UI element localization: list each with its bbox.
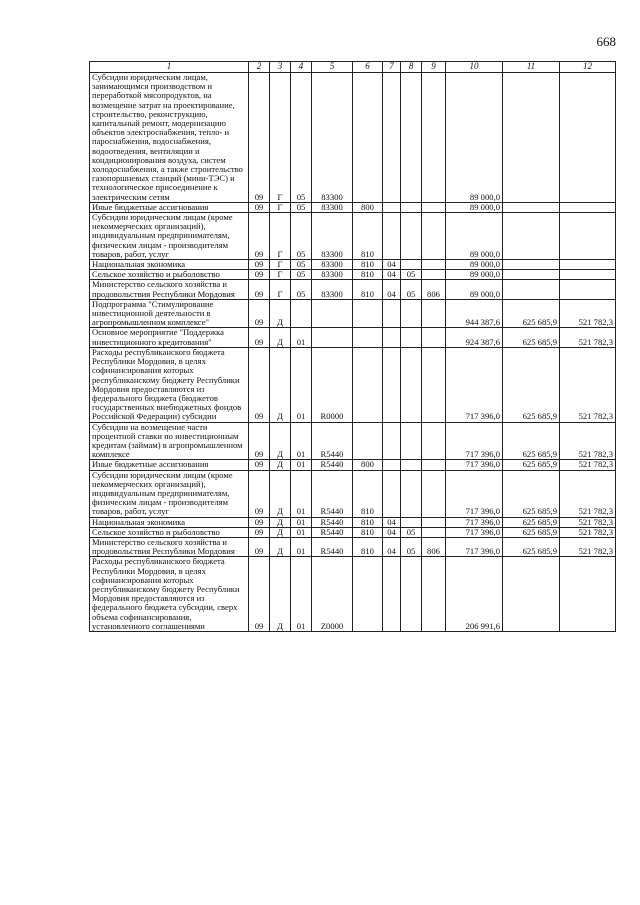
table-row — [90, 537, 616, 556]
row-cell-10: 89 000,0 — [446, 280, 503, 299]
row-cell-10: 717 396,0 — [446, 470, 503, 517]
table-row — [90, 260, 616, 270]
row-cell-3: Д — [270, 328, 291, 347]
row-cell-2: 09 — [249, 517, 270, 527]
row-cell-9: 806 — [422, 537, 446, 556]
row-cell-8 — [401, 328, 422, 347]
row-name-cell: Иные бюджетные ассигнования — [90, 202, 249, 212]
row-cell-9 — [422, 328, 446, 347]
row-cell-2: 09 — [249, 213, 270, 260]
row-cell-2: 09 — [249, 73, 270, 203]
table-row — [90, 213, 616, 260]
row-cell-11: 625 685,9 — [503, 328, 560, 347]
row-cell-12 — [560, 280, 616, 299]
row-cell-2: 09 — [249, 537, 270, 556]
row-cell-6 — [353, 347, 383, 422]
row-cell-10: 89 000,0 — [446, 73, 503, 203]
row-cell-7 — [383, 470, 401, 517]
row-cell-9 — [422, 260, 446, 270]
row-cell-5: R5440 — [312, 422, 353, 460]
row-cell-8 — [401, 557, 422, 632]
row-cell-5: R5440 — [312, 460, 353, 470]
row-cell-8 — [401, 422, 422, 460]
row-cell-11 — [503, 202, 560, 212]
row-cell-2: 09 — [249, 299, 270, 328]
row-cell-11 — [503, 260, 560, 270]
row-cell-8 — [401, 517, 422, 527]
row-cell-2: 09 — [249, 202, 270, 212]
column-header: 4 — [291, 62, 312, 73]
row-cell-9 — [422, 557, 446, 632]
row-cell-5: 83300 — [312, 213, 353, 260]
row-cell-11 — [503, 557, 560, 632]
row-cell-2: 09 — [249, 328, 270, 347]
row-cell-8 — [401, 73, 422, 203]
row-cell-6: 810 — [353, 260, 383, 270]
row-cell-5: 83300 — [312, 73, 353, 203]
row-cell-7 — [383, 299, 401, 328]
row-cell-10: 206 991,6 — [446, 557, 503, 632]
row-cell-3: Д — [270, 517, 291, 527]
column-header: 7 — [383, 62, 401, 73]
row-cell-6: 800 — [353, 460, 383, 470]
row-cell-10: 89 000,0 — [446, 202, 503, 212]
row-cell-11 — [503, 213, 560, 260]
table-row — [90, 527, 616, 537]
row-cell-12: 521 782,3 — [560, 299, 616, 328]
row-cell-3: Д — [270, 537, 291, 556]
budget-table — [89, 61, 616, 632]
row-cell-4: 05 — [291, 280, 312, 299]
table-row — [90, 73, 616, 203]
table-header-row — [90, 62, 616, 73]
row-cell-5: 83300 — [312, 260, 353, 270]
row-cell-3: Г — [270, 202, 291, 212]
row-cell-10: 89 000,0 — [446, 260, 503, 270]
row-cell-4: 01 — [291, 517, 312, 527]
row-cell-4: 01 — [291, 328, 312, 347]
row-cell-8: 05 — [401, 527, 422, 537]
row-cell-9 — [422, 470, 446, 517]
row-cell-4: 01 — [291, 422, 312, 460]
row-cell-2: 09 — [249, 280, 270, 299]
row-cell-12 — [560, 270, 616, 280]
row-cell-6 — [353, 73, 383, 203]
row-cell-11: 625 685,9 — [503, 422, 560, 460]
row-cell-6: 810 — [353, 270, 383, 280]
row-cell-2: 09 — [249, 460, 270, 470]
page-number: 668 — [596, 34, 616, 49]
column-header: 12 — [560, 62, 616, 73]
column-header: 1 — [90, 62, 249, 73]
row-cell-9 — [422, 422, 446, 460]
row-cell-8: 05 — [401, 280, 422, 299]
row-cell-3: Д — [270, 299, 291, 328]
row-cell-6: 810 — [353, 213, 383, 260]
row-cell-4: 05 — [291, 73, 312, 203]
row-cell-8 — [401, 299, 422, 328]
row-cell-4: 01 — [291, 470, 312, 517]
row-name-cell: Министерство сельского хозяйства и продовольствия Республики Мордовия — [90, 537, 249, 556]
table-row — [90, 422, 616, 460]
row-cell-3: Д — [270, 460, 291, 470]
row-cell-9 — [422, 460, 446, 470]
row-cell-7 — [383, 73, 401, 203]
row-cell-3: Г — [270, 73, 291, 203]
row-cell-8 — [401, 470, 422, 517]
row-cell-8: 05 — [401, 537, 422, 556]
row-cell-3: Г — [270, 270, 291, 280]
row-cell-10: 944 387,6 — [446, 299, 503, 328]
row-cell-8 — [401, 260, 422, 270]
row-cell-12 — [560, 213, 616, 260]
row-cell-10: 89 000,0 — [446, 213, 503, 260]
row-cell-6: 810 — [353, 537, 383, 556]
row-cell-10: 717 396,0 — [446, 517, 503, 527]
row-cell-9 — [422, 347, 446, 422]
table-row — [90, 557, 616, 632]
row-cell-11 — [503, 280, 560, 299]
row-cell-6 — [353, 422, 383, 460]
row-cell-3: Д — [270, 557, 291, 632]
row-cell-3: Д — [270, 347, 291, 422]
row-cell-7: 04 — [383, 517, 401, 527]
row-cell-4: 05 — [291, 213, 312, 260]
row-cell-2: 09 — [249, 347, 270, 422]
row-cell-3: Г — [270, 213, 291, 260]
table-row — [90, 270, 616, 280]
table-row — [90, 460, 616, 470]
row-cell-6: 810 — [353, 470, 383, 517]
row-name-cell: Расходы республиканского бюджета Республики Мордовия, в целях софинансирования которых республиканскому бюджету Республики Мордовия предоставляются из федерального бюджета субсидии, сверх объема софинансирования, установленного соглашениями — [90, 557, 249, 632]
row-cell-12: 521 782,3 — [560, 527, 616, 537]
row-cell-11: 625 685,9 — [503, 527, 560, 537]
row-cell-5: R0000 — [312, 347, 353, 422]
row-cell-7: 04 — [383, 270, 401, 280]
row-cell-12: 521 782,3 — [560, 460, 616, 470]
row-cell-10: 717 396,0 — [446, 422, 503, 460]
row-cell-12: 521 782,3 — [560, 328, 616, 347]
row-cell-7: 04 — [383, 280, 401, 299]
column-header: 6 — [353, 62, 383, 73]
column-header: 10 — [446, 62, 503, 73]
row-cell-7 — [383, 460, 401, 470]
row-name-cell: Субсидии юридическим лицам, занимающимся производством и переработкой мясопродуктов, на возмещение затрат на проектирование, строительство, реконструкцию, капитальный ремонт, модернизацию объектов электроснабжения, тепло- и пароснабжения, водоснабжения, водоотведения, вентиляции и кондиционирования воздуха, систем холодоснабжения, а также строительство газопоршневых станций (мини-ТЭС) и технологическое присоединение к электрическим сетям — [90, 73, 249, 203]
row-cell-12 — [560, 260, 616, 270]
row-cell-9: 806 — [422, 280, 446, 299]
row-name-cell: Национальная экономика — [90, 517, 249, 527]
row-cell-10: 717 396,0 — [446, 537, 503, 556]
row-cell-4: 05 — [291, 270, 312, 280]
row-cell-4: 05 — [291, 260, 312, 270]
row-cell-7 — [383, 557, 401, 632]
row-cell-6: 810 — [353, 280, 383, 299]
row-cell-2: 09 — [249, 470, 270, 517]
row-name-cell: Субсидии на возмещение части процентной ставки по инвестиционным кредитам (займам) в агропромышленном комплексе — [90, 422, 249, 460]
row-cell-11 — [503, 270, 560, 280]
row-cell-7 — [383, 213, 401, 260]
row-cell-5: R5440 — [312, 517, 353, 527]
row-cell-2: 09 — [249, 270, 270, 280]
row-cell-11: 625 685,9 — [503, 517, 560, 527]
row-cell-12: 521 782,3 — [560, 517, 616, 527]
column-header: 5 — [312, 62, 353, 73]
row-cell-12: 521 782,3 — [560, 422, 616, 460]
row-cell-12 — [560, 557, 616, 632]
table-row — [90, 517, 616, 527]
row-cell-4: 01 — [291, 460, 312, 470]
row-cell-5 — [312, 299, 353, 328]
row-name-cell: Субсидии юридическим лицам (кроме некоммерческих организаций), индивидуальным предпринимателям, физическим лицам - производителям товаров, работ, услуг — [90, 470, 249, 517]
row-cell-7 — [383, 347, 401, 422]
column-header: 11 — [503, 62, 560, 73]
row-name-cell: Подпрограмма "Стимулирование инвестиционной деятельности в агропромышленном комплексе" — [90, 299, 249, 328]
row-cell-5 — [312, 328, 353, 347]
row-cell-4: 01 — [291, 557, 312, 632]
row-cell-10: 89 000,0 — [446, 270, 503, 280]
row-cell-9 — [422, 213, 446, 260]
row-cell-3: Г — [270, 280, 291, 299]
column-header: 3 — [270, 62, 291, 73]
row-cell-6: 810 — [353, 517, 383, 527]
row-cell-10: 717 396,0 — [446, 460, 503, 470]
table-body — [90, 73, 616, 632]
row-cell-10: 924 387,6 — [446, 328, 503, 347]
row-cell-2: 09 — [249, 422, 270, 460]
column-header: 9 — [422, 62, 446, 73]
row-cell-3: Г — [270, 260, 291, 270]
column-header: 2 — [249, 62, 270, 73]
row-cell-4: 01 — [291, 527, 312, 537]
row-cell-7: 04 — [383, 537, 401, 556]
row-cell-12: 521 782,3 — [560, 537, 616, 556]
row-cell-9 — [422, 527, 446, 537]
row-cell-4 — [291, 299, 312, 328]
row-cell-2: 09 — [249, 557, 270, 632]
row-cell-10: 717 396,0 — [446, 527, 503, 537]
row-name-cell: Сельское хозяйство и рыболовство — [90, 270, 249, 280]
row-cell-9 — [422, 202, 446, 212]
row-cell-11 — [503, 73, 560, 203]
row-cell-5: R5440 — [312, 537, 353, 556]
row-name-cell: Иные бюджетные ассигнования — [90, 460, 249, 470]
row-name-cell: Субсидии юридическим лицам (кроме некоммерческих организаций), индивидуальным предпринимателям, физическим лицам - производителям товаров, работ, услуг — [90, 213, 249, 260]
row-cell-3: Д — [270, 470, 291, 517]
row-cell-11: 625 685,9 — [503, 299, 560, 328]
row-cell-5: 83300 — [312, 270, 353, 280]
row-cell-12: 521 782,3 — [560, 347, 616, 422]
row-cell-11: 625 685,9 — [503, 347, 560, 422]
row-cell-12: 521 782,3 — [560, 470, 616, 517]
row-name-cell: Национальная экономика — [90, 260, 249, 270]
row-cell-5: R5440 — [312, 470, 353, 517]
row-cell-5: 83300 — [312, 280, 353, 299]
row-cell-6: 800 — [353, 202, 383, 212]
row-cell-2: 09 — [249, 260, 270, 270]
row-cell-9 — [422, 73, 446, 203]
row-name-cell: Расходы республиканского бюджета Республики Мордовия, в целях софинансирования которых республиканскому бюджету Республики Мордовия предоставляются из федерального бюджета (бюджетов государственных внебюджетных фондов Российской Федерации) субсидии — [90, 347, 249, 422]
row-cell-8 — [401, 460, 422, 470]
row-cell-8 — [401, 213, 422, 260]
row-cell-9 — [422, 517, 446, 527]
row-cell-2: 09 — [249, 527, 270, 537]
table-row — [90, 328, 616, 347]
row-name-cell: Сельское хозяйство и рыболовство — [90, 527, 249, 537]
row-cell-6 — [353, 328, 383, 347]
row-name-cell: Министерство сельского хозяйства и продовольствия Республики Мордовия — [90, 280, 249, 299]
row-cell-5: 83300 — [312, 202, 353, 212]
row-cell-12 — [560, 73, 616, 203]
row-cell-4: 05 — [291, 202, 312, 212]
row-cell-11: 625 685,9 — [503, 470, 560, 517]
row-cell-8 — [401, 202, 422, 212]
table-row — [90, 280, 616, 299]
row-cell-5: Z0000 — [312, 557, 353, 632]
row-cell-11: 625 685,9 — [503, 537, 560, 556]
row-cell-6: 810 — [353, 527, 383, 537]
table-row — [90, 347, 616, 422]
table-row — [90, 470, 616, 517]
row-cell-9 — [422, 299, 446, 328]
column-header: 8 — [401, 62, 422, 73]
row-cell-7 — [383, 328, 401, 347]
row-cell-7: 04 — [383, 260, 401, 270]
row-cell-7 — [383, 202, 401, 212]
table-row — [90, 299, 616, 328]
row-cell-8: 05 — [401, 270, 422, 280]
row-cell-4: 01 — [291, 537, 312, 556]
row-cell-8 — [401, 347, 422, 422]
table-row — [90, 202, 616, 212]
row-cell-7 — [383, 422, 401, 460]
row-cell-3: Д — [270, 422, 291, 460]
row-cell-11: 625 685,9 — [503, 460, 560, 470]
row-cell-4: 01 — [291, 347, 312, 422]
row-cell-10: 717 396,0 — [446, 347, 503, 422]
row-cell-5: R5440 — [312, 527, 353, 537]
row-cell-3: Д — [270, 527, 291, 537]
row-cell-9 — [422, 270, 446, 280]
row-cell-6 — [353, 557, 383, 632]
row-cell-6 — [353, 299, 383, 328]
row-cell-7: 04 — [383, 527, 401, 537]
row-name-cell: Основное мероприятие "Поддержка инвестиционного кредитования" — [90, 328, 249, 347]
row-cell-12 — [560, 202, 616, 212]
